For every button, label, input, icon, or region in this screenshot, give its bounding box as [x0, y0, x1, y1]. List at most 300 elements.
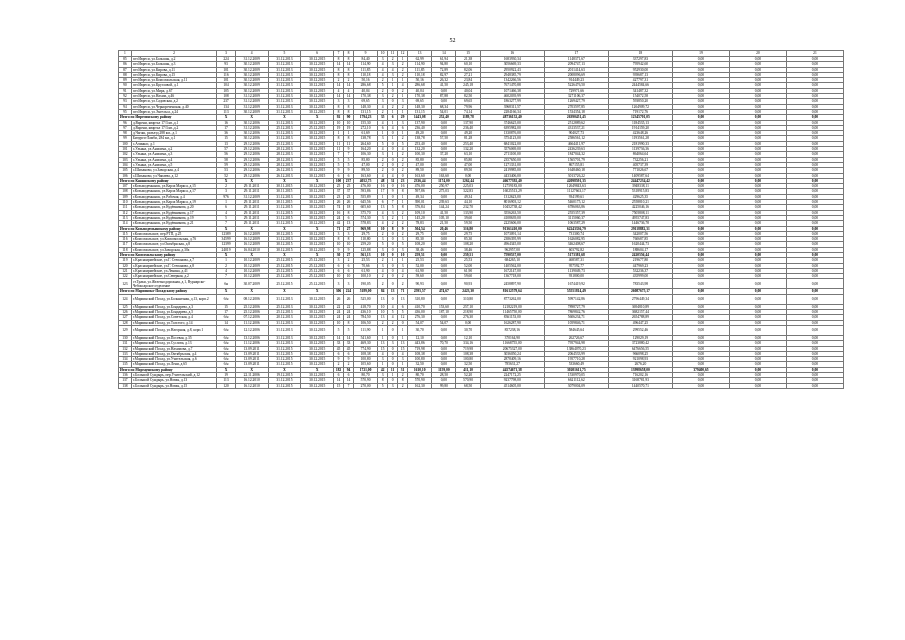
table-cell: 0,00 [672, 115, 729, 120]
table-cell: 31.12.2013 [268, 294, 301, 304]
page-number: 52 [449, 38, 456, 44]
table-cell: 719,98 [408, 346, 432, 351]
table-cell: 2458897,90 [480, 279, 544, 289]
table-cell: 52,00 [456, 263, 480, 268]
table-cell: 13.09.2011 [235, 357, 268, 362]
table-cell: 0,00 [432, 194, 456, 199]
table-cell: 138,78 [353, 136, 377, 141]
table-cell: 104 [119, 162, 132, 167]
table-cell: 2 [398, 162, 408, 167]
table-cell: 4 [398, 83, 408, 88]
table-cell: 69,65 [353, 99, 377, 104]
table-cell: 6786063,86 [544, 205, 608, 210]
address-cell: пгт.Ивреси, ул.Чернореченская, д.40 [131, 104, 216, 109]
table-cell: 0,00 [729, 131, 786, 136]
table-cell: 4 [378, 104, 388, 109]
table-cell: 29,75 [408, 231, 432, 236]
table-cell: 30.12.2015 [301, 237, 334, 242]
table-cell: 84,40 [353, 57, 377, 62]
table-cell: 2008096,69 [544, 72, 608, 77]
table-cell: 29.11.2011 [235, 210, 268, 215]
table-cell: 25.12.2015 [301, 125, 334, 130]
table-cell: 0,00 [729, 215, 786, 220]
table-cell: 732256,21 [608, 157, 672, 162]
table-cell: 774,90 [353, 346, 377, 351]
table-cell: 0,00 [672, 83, 729, 88]
table-cell: 0,00 [672, 215, 729, 220]
table-cell: 3 [217, 189, 236, 194]
table-cell: 6 [344, 215, 354, 220]
address-cell: пгт.Ивреси, ул.Нахим, д.46 [131, 94, 216, 99]
table-cell: 224 [217, 57, 236, 62]
table-cell: 1 [388, 109, 398, 114]
table-cell: 91361410,00 [480, 226, 544, 231]
table-cell: 0,00 [672, 325, 729, 335]
table-cell: 5606234,71 [544, 315, 608, 320]
table-cell: 30.12.2015 [301, 221, 334, 226]
table-cell: 45 [344, 346, 354, 351]
table-cell: 28,50 [432, 373, 456, 378]
table-cell: 30.12.2015 [301, 131, 334, 136]
table-cell: 25.12.2015 [301, 263, 334, 268]
table-cell: 1626287,90 [480, 320, 544, 325]
table-cell: 8 [344, 320, 354, 325]
table-cell: 3 [378, 237, 388, 242]
table-cell: 0,00 [786, 231, 843, 236]
table-cell: 61,90 [408, 268, 432, 273]
table-cell: 30.12.2009 [235, 72, 268, 77]
table-cell: 0 [388, 242, 398, 247]
table-cell: 253,40 [456, 141, 480, 146]
table-cell: 0 [388, 88, 398, 93]
table-cell: 16.12.2010 [235, 378, 268, 383]
table-cell: 10.12.2009 [235, 274, 268, 279]
table-cell: 134 [119, 357, 132, 362]
table-cell: 2 [388, 221, 398, 226]
table-cell: 136 [119, 373, 132, 378]
table-cell: 2796449,34 [608, 294, 672, 304]
table-cell: 533660,49 [544, 362, 608, 367]
table-cell: 1139736,36 [608, 147, 672, 152]
table-cell: 1 [398, 362, 408, 367]
table-cell: 23 [344, 194, 354, 199]
address-cell: г.Козьмодемьянск, ул.Кудёвникова, д.21 [131, 221, 216, 226]
table-cell: 8 [334, 136, 344, 141]
table-cell: 31.12.2013 [268, 194, 301, 199]
table-cell: 729971,66 [544, 88, 608, 93]
table-cell: 1 [388, 373, 398, 378]
table-cell: 0,00 [729, 378, 786, 383]
table-cell: 5189,00 [353, 289, 377, 294]
table-cell: 12,10 [456, 335, 480, 340]
table-cell: 4 [398, 268, 408, 273]
table-cell: 19.12.2015 [268, 373, 301, 378]
table-cell: 0,00 [729, 72, 786, 77]
table-cell: 0,00 [729, 168, 786, 173]
table-cell: 0,00 [672, 274, 729, 279]
table-cell: 79,96 [456, 104, 480, 109]
table-cell: 30.12.2015 [301, 83, 334, 88]
table-cell: 0,00 [672, 194, 729, 199]
table-cell: 72,89 [432, 67, 456, 72]
table-cell: 30.12.2015 [301, 200, 334, 205]
table-cell: 0,00 [672, 67, 729, 72]
table-cell: 6 [344, 173, 354, 178]
table-cell: 3271106,37 [544, 94, 608, 99]
table-cell: 1 [378, 362, 388, 367]
table-cell: 1626082,95 [544, 237, 608, 242]
table-cell: 239,63 [432, 200, 456, 205]
address-cell: пгт.Ивреси, ул.Энгельса, д.24 [131, 109, 216, 114]
table-cell: 0,00 [432, 141, 456, 146]
table-cell: 162,30 [408, 383, 432, 388]
table-cell: 13 [378, 341, 388, 346]
table-cell: 25,53 [353, 258, 377, 263]
column-number: 19 [672, 51, 729, 57]
table-cell: 1 [334, 131, 344, 136]
table-cell: 1405562,00 [480, 263, 544, 268]
table-cell: 1312623,00 [480, 194, 544, 199]
table-cell: 31.12.2009 [235, 57, 268, 62]
table-cell: 1367718,00 [480, 274, 544, 279]
table-cell: 5 [378, 383, 388, 388]
table-cell: 2336,44 [408, 178, 432, 183]
table-cell: 5 [388, 205, 398, 210]
table-cell: 0,00 [432, 378, 456, 383]
table-cell: 921098,93 [608, 357, 672, 362]
housing-resettlement-table [118, 50, 844, 389]
table-cell: 468587,31 [544, 258, 608, 263]
address-cell: г.Мариинский Посад, ул.Нагорная, д.8, корп.1 [131, 325, 216, 335]
table-cell: 123 [119, 279, 132, 289]
address-cell: с.Красноармейское, ул.Г. Степанова, д.7 [131, 258, 216, 263]
table-cell: 0,00 [672, 383, 729, 388]
table-cell: 8 [398, 378, 408, 383]
table-cell: 5 [344, 157, 354, 162]
table-cell: 1 [378, 194, 388, 199]
table-cell: 4664411,97 [544, 141, 608, 146]
table-cell: 1620444,73 [608, 242, 672, 247]
table-cell: 113 [217, 109, 236, 114]
table-cell: 4433406,00 [480, 173, 544, 178]
table-cell: 30.12.2015 [301, 189, 334, 194]
table-cell: 0 [398, 320, 408, 325]
table-cell: 0 [388, 279, 398, 289]
table-cell: 13 [378, 294, 388, 304]
table-cell: 10452738,42 [480, 205, 544, 210]
table-cell: 2 [398, 62, 408, 67]
table-cell: 100,30 [408, 152, 432, 157]
table-cell: 570,90 [353, 378, 377, 383]
table-cell: 2711100,00 [480, 152, 544, 157]
table-cell: 111 [119, 205, 132, 210]
address-cell: г.Козьмодемьянск, ул.Карла Маркса, д.19 [131, 200, 216, 205]
table-cell: 92 [119, 94, 132, 99]
table-cell: 0,00 [786, 215, 843, 220]
table-cell: 11.12.2006 [235, 341, 268, 346]
table-cell: 3115060,37 [544, 215, 608, 220]
table-cell: 504,54 [408, 226, 432, 231]
table-cell: 125 [119, 304, 132, 309]
table-cell: 24 [334, 310, 344, 315]
table-cell: 379400,65 [672, 367, 729, 372]
table-cell: 23 [398, 178, 408, 183]
table-cell: 0,00 [729, 83, 786, 88]
table-cell: 129029,19 [608, 335, 672, 340]
table-cell: 0,00 [672, 357, 729, 362]
table-cell: 24 [334, 215, 344, 220]
table-cell: 0,00 [672, 162, 729, 167]
table-cell: 7 [217, 274, 236, 279]
table-cell: 5 [398, 310, 408, 315]
table-cell: 25.12.2013 [268, 304, 301, 309]
table-cell: 4955747,83 [608, 215, 672, 220]
table-cell: 4 [388, 315, 398, 320]
table-cell: 0 [388, 252, 398, 257]
table-cell: 30.12.2015 [301, 78, 334, 83]
address-cell: д.Варени, квартал 17/3 кв.,д.2 [131, 125, 216, 130]
table-cell: 120 [119, 263, 132, 268]
table-cell: 13 [398, 341, 408, 346]
table-cell: 2512889,62 [544, 120, 608, 125]
table-cell: 31.12.2013 [268, 88, 301, 93]
table-cell: 10 [398, 252, 408, 257]
table-cell: 0,00 [729, 315, 786, 320]
address-cell: пгт.Ивреси, ул.Кирова, д.11 [131, 67, 216, 72]
table-cell: 14 [217, 320, 236, 325]
table-cell: 2 [398, 168, 408, 173]
table-cell: 0 [388, 247, 398, 252]
table-cell: 0,00 [672, 120, 729, 125]
district-total-label: Итого по Комсомольскому району [119, 252, 217, 257]
table-cell: 593850,20 [608, 99, 672, 104]
table-cell: 17 [217, 310, 236, 315]
table-cell: 0,00 [729, 57, 786, 62]
table-cell: 2595,57 [408, 289, 432, 294]
table-cell: 969,98 [353, 226, 377, 231]
table-cell: 30201611,75 [544, 367, 608, 372]
table-cell: 8016903,12 [480, 200, 544, 205]
table-cell: 0,00 [456, 320, 480, 325]
table-cell: 270,00 [353, 383, 377, 388]
table-cell: 144,24 [432, 205, 456, 210]
table-cell: 476,00 [408, 184, 432, 189]
table-cell: X [301, 226, 334, 231]
table-cell: 0,00 [729, 268, 786, 273]
table-cell: 30.12.2015 [301, 315, 334, 320]
table-cell: 40,04 [456, 88, 480, 93]
table-cell: 3 [388, 383, 398, 388]
table-cell: 2676,20 [608, 362, 672, 367]
table-cell: 104 [217, 83, 236, 88]
table-cell: 30.12.2009 [235, 78, 268, 83]
table-cell: 30.12.2015 [301, 99, 334, 104]
table-cell: 126 [119, 310, 132, 315]
table-cell: 2 [378, 231, 388, 236]
table-cell: 0,00 [432, 168, 456, 173]
table-cell: 771026,67 [608, 168, 672, 173]
table-cell: 97 [119, 125, 132, 130]
table-cell: 28.12.2013 [268, 147, 301, 152]
table-cell: 5460175,12 [544, 200, 608, 205]
table-cell: 7 [334, 152, 344, 157]
table-cell: 11465750,00 [480, 310, 544, 315]
table-cell: 9 [334, 357, 344, 362]
table-cell: 26087675,17 [608, 289, 672, 294]
table-cell: бн [217, 279, 236, 289]
table-cell: 0,00 [786, 279, 843, 289]
table-cell: 1 [398, 215, 408, 220]
table-cell: 30.12.2015 [301, 152, 334, 157]
table-cell: 0,00 [432, 357, 456, 362]
table-cell: 19 [334, 125, 344, 130]
table-cell: 101 [119, 147, 132, 152]
table-cell: 138,78 [408, 136, 432, 141]
table-cell: 0,00 [672, 173, 729, 178]
address-cell: с.Ульяна, ул.Анисима, д.2 [131, 147, 216, 152]
table-cell: 9 [398, 226, 408, 231]
table-cell: 132,20 [456, 147, 480, 152]
table-cell: 259,20 [353, 242, 377, 247]
table-cell: 116 [119, 237, 132, 242]
table-cell: 47,00 [456, 162, 480, 167]
table-cell: 237 [217, 99, 236, 104]
table-cell: 30,70 [408, 325, 432, 335]
table-cell: 250,97 [432, 184, 456, 189]
table-cell: 0,00 [672, 210, 729, 215]
table-cell: 0,00 [729, 67, 786, 72]
table-cell: 286,68 [353, 83, 377, 88]
table-cell: 0 [388, 162, 398, 167]
table-cell: 4052,75 [353, 178, 377, 183]
table-cell: 10 [344, 274, 354, 279]
table-cell: 10.12.2009 [235, 268, 268, 273]
table-cell: 29118882,31 [608, 226, 672, 231]
table-cell: 170,38 [408, 94, 432, 99]
table-cell: 0,00 [729, 205, 786, 210]
table-cell: 108,20 [408, 242, 432, 247]
table-cell: 0 [388, 294, 398, 304]
table-cell: 1 [388, 136, 398, 141]
table-cell: 219677,80 [608, 258, 672, 263]
table-cell: 684265,10 [480, 258, 544, 263]
table-cell: 2357650,00 [480, 157, 544, 162]
table-cell: 3 [388, 72, 398, 77]
table-cell: 0,00 [672, 178, 729, 183]
table-cell: 1914159,20 [608, 125, 672, 130]
table-cell: 0,00 [729, 237, 786, 242]
address-cell: пгт.Ивреси, ул.Мира, д.67 [131, 88, 216, 93]
table-cell: 25.12.2015 [268, 263, 301, 268]
table-cell: 0,00 [729, 157, 786, 162]
table-cell: 10 [334, 320, 344, 325]
table-cell: 0,00 [729, 252, 786, 257]
table-cell: 4 [217, 210, 236, 215]
table-cell: 341487,32 [608, 88, 672, 93]
table-cell: 253,40 [408, 141, 432, 146]
table-cell: 25.12.2013 [268, 141, 301, 146]
table-cell: 27 [344, 226, 354, 231]
table-cell: 74,14 [456, 109, 480, 114]
table-cell: б/н [217, 362, 236, 367]
table-cell: 118 [119, 247, 132, 252]
table-cell: 93 [119, 99, 132, 104]
table-cell: 30.12.2015 [301, 351, 334, 356]
address-cell: г.Козьмодемьянск, ул.Рабочая, д.4 [131, 194, 216, 199]
table-cell: 3968311,57 [480, 104, 544, 109]
table-cell: 0,00 [786, 268, 843, 273]
table-cell: 6 [334, 268, 344, 273]
table-cell: 63,10 [456, 152, 480, 157]
table-cell: 145,20 [408, 215, 432, 220]
table-cell: 5 [344, 325, 354, 335]
table-cell: 0,00 [729, 362, 786, 367]
column-number: 8 [344, 51, 354, 57]
address-cell: г.Комсомольское, ул.Комсомольская, д.76 [131, 237, 216, 242]
table-cell: 49,20 [408, 131, 432, 136]
table-cell: 8 [344, 104, 354, 109]
table-cell: 0,00 [786, 194, 843, 199]
table-cell: 4 [378, 120, 388, 125]
table-cell: 0,00 [432, 99, 456, 104]
table-cell: 8 [344, 57, 354, 62]
table-cell: 7 [388, 200, 398, 205]
table-cell: 13.09.2011 [235, 346, 268, 351]
table-cell: 0,00 [672, 268, 729, 273]
table-cell: 0,00 [786, 57, 843, 62]
table-cell: 0,00 [729, 136, 786, 141]
table-cell: 117 [119, 242, 132, 247]
table-cell: 127 [119, 315, 132, 320]
table-cell: 2 [398, 157, 408, 162]
address-cell: г.Мариинский Посад, ул.Советская, д.4 [131, 315, 216, 320]
table-cell: 286,68 [408, 83, 432, 88]
table-cell: 423648,26 [608, 131, 672, 136]
table-cell: 1073091,14 [480, 231, 544, 236]
column-number: 4 [235, 51, 268, 57]
table-cell: 3694810,89 [608, 304, 672, 309]
table-cell: 0,00 [786, 173, 843, 178]
table-cell: 82,97 [432, 72, 456, 77]
table-cell: 19 [344, 125, 354, 130]
table-cell: 16.04.2010 [235, 247, 268, 252]
table-cell: 88 [119, 72, 132, 77]
table-cell: 108 [217, 94, 236, 99]
table-cell: 20,46 [432, 226, 456, 231]
table-cell: 0,00 [432, 268, 456, 273]
table-cell: 0,00 [786, 325, 843, 335]
table-cell: 29.11.2011 [235, 215, 268, 220]
table-cell: 31.12.2015 [268, 346, 301, 351]
address-cell: с.Большой Сундырь, ул.Новая, д.13 [131, 378, 216, 383]
table-cell: 25 [344, 184, 354, 189]
table-cell: 0,00 [729, 162, 786, 167]
table-cell: 0,00 [729, 325, 786, 335]
table-cell: 85,80 [353, 157, 377, 162]
table-cell: 30.12.2006 [235, 131, 268, 136]
table-cell: 78,83 [408, 221, 432, 226]
table-cell: 59,50 [456, 221, 480, 226]
table-cell: 164,20 [353, 147, 377, 152]
table-cell: 30.12.2015 [301, 194, 334, 199]
table-cell: 3056669,33 [480, 62, 544, 67]
table-cell: 0,00 [786, 258, 843, 263]
table-cell: 24 [344, 315, 354, 320]
table-cell: 29,75 [353, 231, 377, 236]
table-cell: 0,00 [786, 237, 843, 242]
table-cell: 24 [344, 310, 354, 315]
table-cell: X [268, 252, 301, 257]
